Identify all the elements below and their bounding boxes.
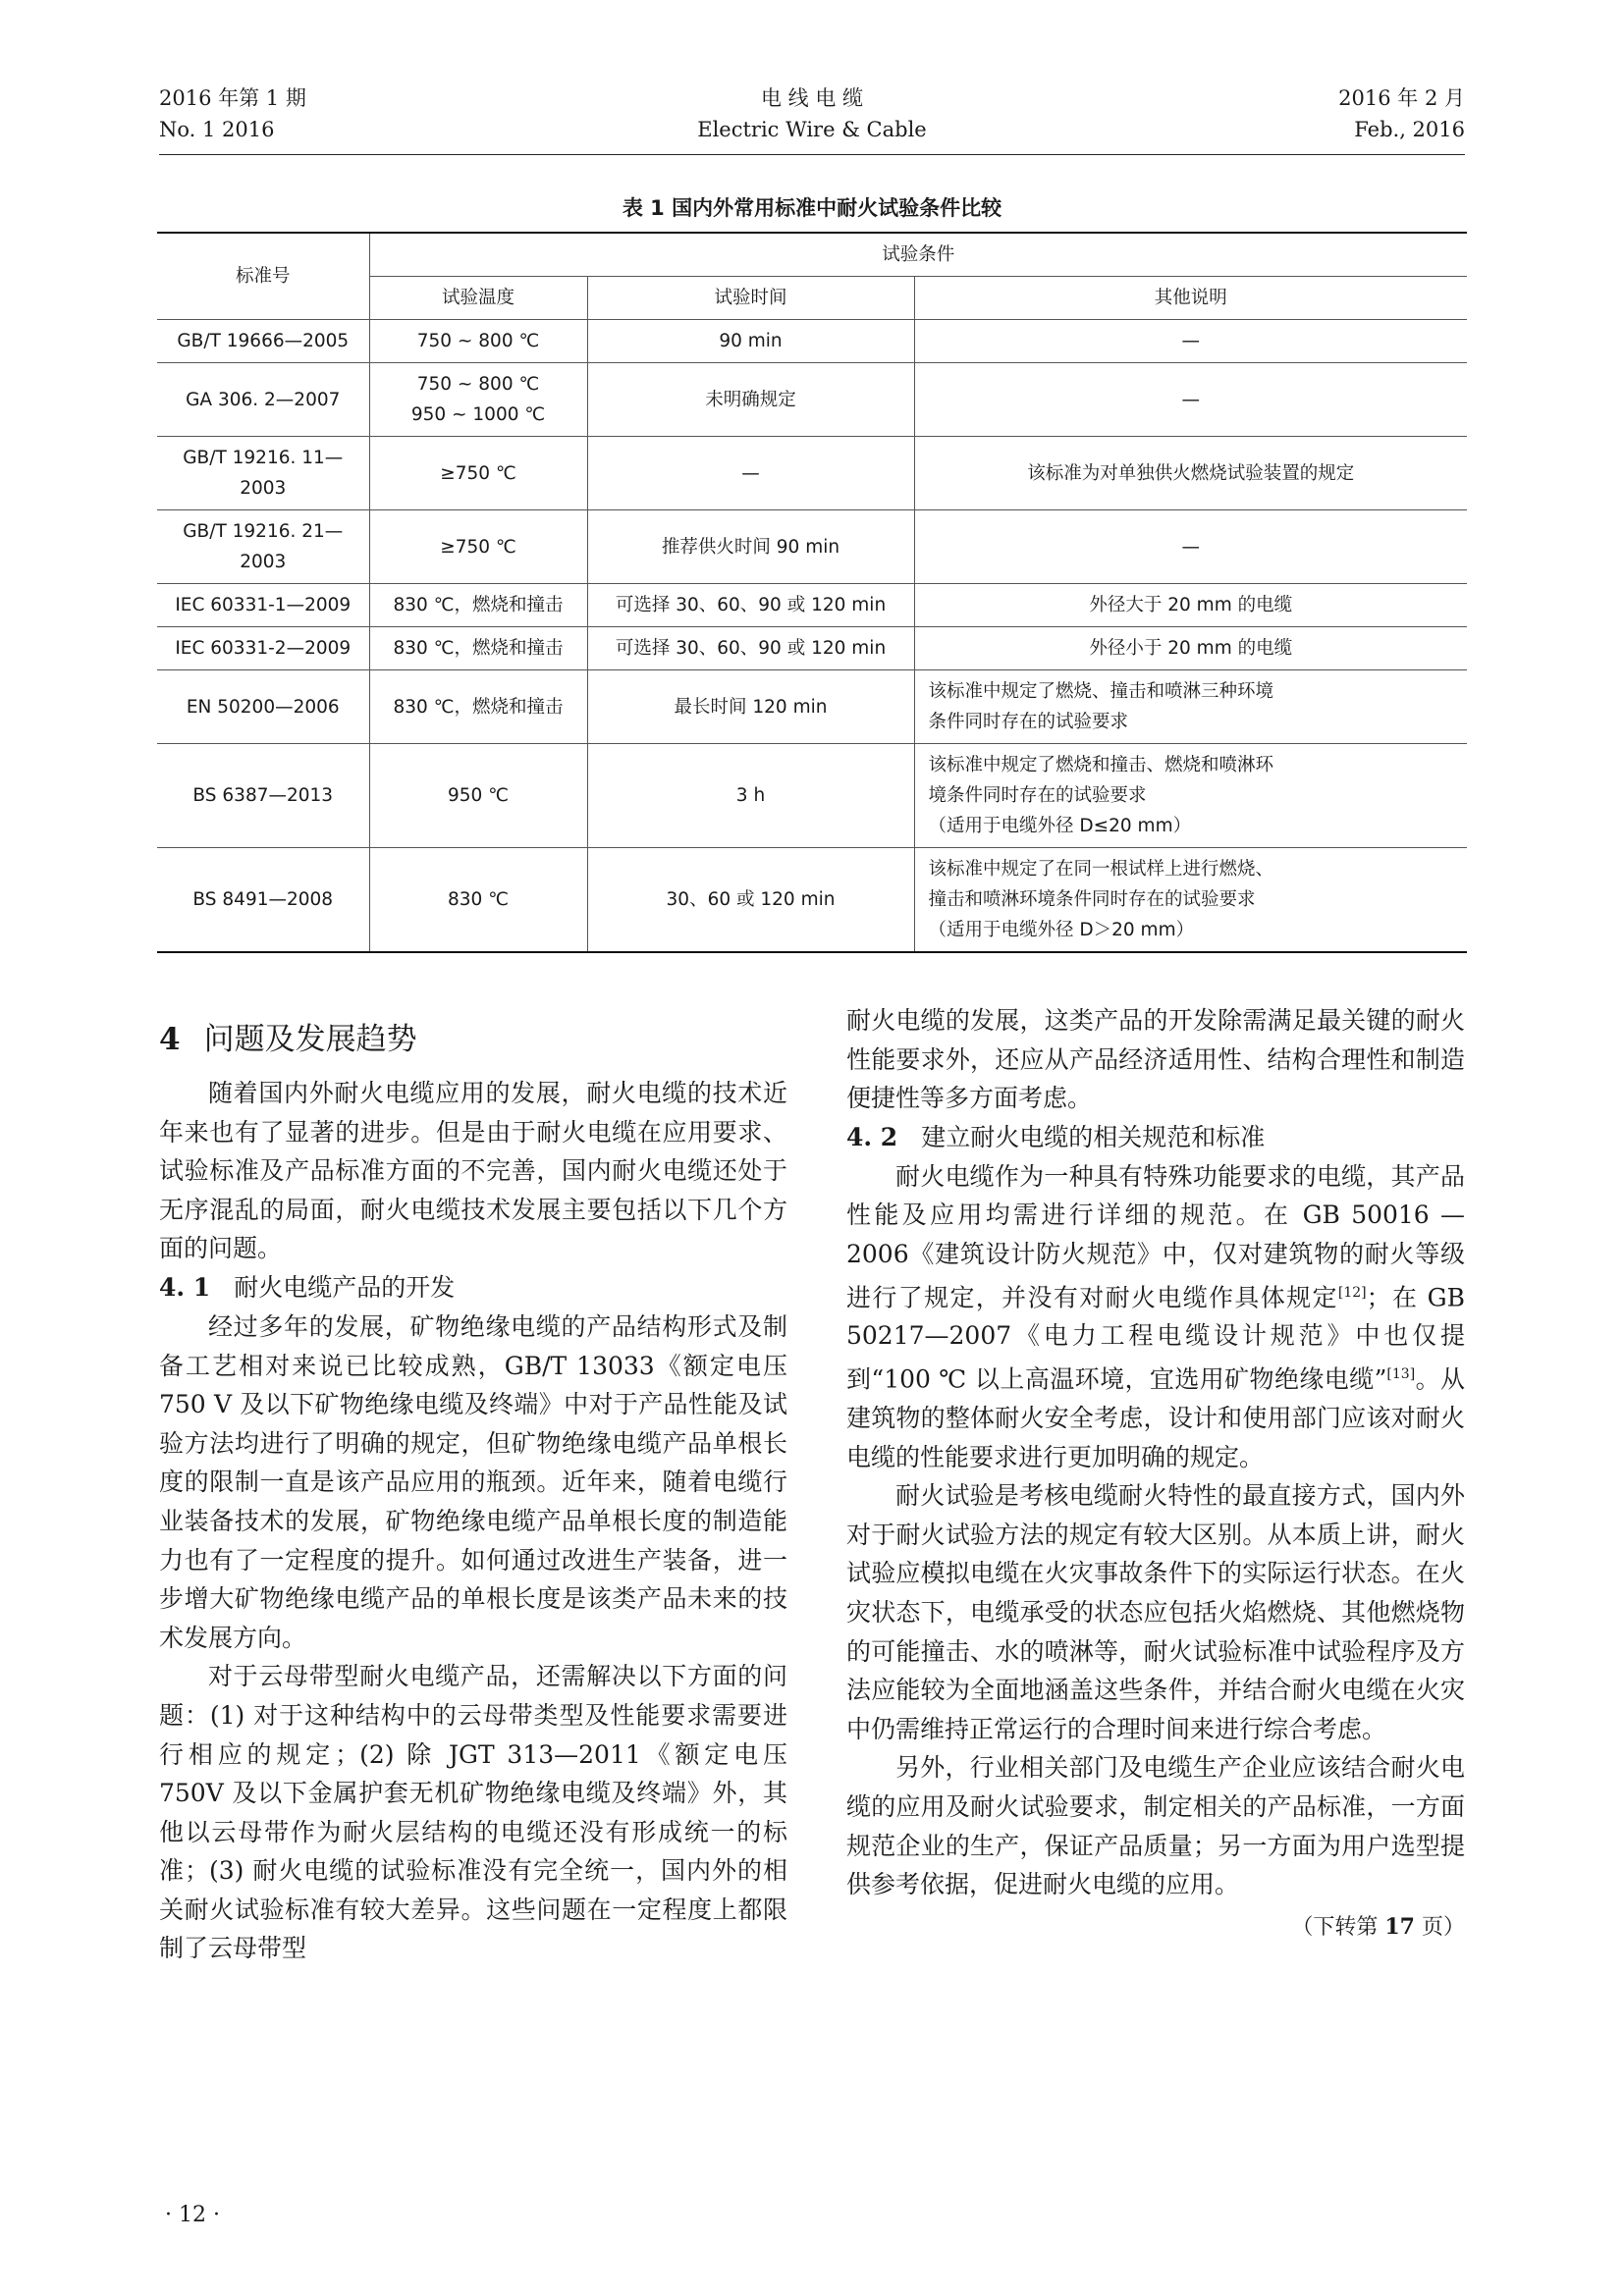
cell-note-line: 境条件同时存在的试验要求	[928, 785, 1147, 806]
cell-note-line: （适用于电缆外径 D＞20 mm）	[928, 920, 1195, 940]
cell-time: 未明确规定	[587, 363, 914, 437]
paragraph-1: 随着国内外耐火电缆应用的发展，耐火电缆的技术近年来也有了显著的进步。但是由于耐火电缆在应用要求、试验标准及产品标准方面的不完善，国内耐火电缆还处于无序混乱的局面，耐火电缆技术发展主要包括以下几个方面的问题。	[159, 1079, 787, 1263]
paragraph-5-part-c: 。从建筑物的整体耐火安全考虑，设计和使用部门应该对耐火电缆的性能要求进行更加明确的规定。	[846, 1364, 1465, 1471]
paragraph-7: 另外，行业相关部门及电缆生产企业应该结合耐火电缆的应用及耐火试验要求，制定相关的产品标准，一方面规范企业的生产，保证产品质量；另一方面为用户选型提供参考依据，促进耐火电缆的应用。	[846, 1753, 1465, 1899]
cell-note-line: 外径小于 20 mm 的电缆	[1089, 638, 1293, 659]
cell-note-line: —	[1181, 331, 1200, 351]
cell-note-line: 外径大于 20 mm 的电缆	[1089, 595, 1293, 615]
cell-note-line: 条件同时存在的试验要求	[928, 712, 1129, 732]
paragraph-4: 耐火电缆的发展，这类产品的开发除需满足最关键的耐火性能要求外，还应从产品经济适用性、结构合理性和制造便捷性等多方面考虑。	[846, 1006, 1465, 1113]
cell-standard: BS 6387—2013	[157, 744, 369, 848]
cell-temperature-line: 830 ℃，燃烧和撞击	[393, 595, 564, 615]
table-head-standard: 标准号	[157, 233, 369, 320]
cell-temperature	[369, 363, 587, 437]
cell-note	[914, 510, 1467, 584]
citation-12: [12]	[1337, 1284, 1367, 1301]
cell-note	[914, 670, 1467, 744]
section-4-heading	[159, 1015, 787, 1064]
cell-temperature	[369, 510, 587, 584]
section-4-title: 问题及发展趋势	[203, 1022, 417, 1057]
header-rule	[159, 154, 1465, 155]
paragraph-2: 经过多年的发展，矿物绝缘电缆的产品结构形式及制备工艺相对来说已比较成熟，GB/T 13033《额定电压 750 V 及以下矿物绝缘电缆及终端》中对于产品性能及试验方法均进行了明确的规定，但矿物绝缘电缆产品单根长度的限制一直是该产品应用的瓶颈。近年来，随着电缆行业装备技术的发展，矿物绝缘电缆产品单根长度的制造能力也有了一定程度的提升。如何通过改进生产装备，进一步增大矿物绝缘电缆产品的单根长度是该类产品未来的技术发展方向。	[159, 1311, 787, 1652]
cell-temperature-line: 830 ℃	[448, 889, 509, 910]
cell-note-line: 撞击和喷淋环境条件同时存在的试验要求	[928, 889, 1256, 910]
cell-temperature	[369, 744, 587, 848]
date-cn: 2016 年 2 月	[1338, 86, 1465, 110]
cell-time: 可选择 30、60、90 或 120 min	[587, 584, 914, 627]
cell-note-line: —	[1181, 536, 1200, 558]
table-row	[157, 320, 1467, 363]
table-caption: 表 1 国内外常用标准中耐火试验条件比较	[622, 196, 1002, 220]
cell-note	[914, 584, 1467, 627]
cell-note-line: 该标准中规定了在同一根试样上进行燃烧、	[928, 859, 1274, 880]
section-4-1-number: 4. 1	[159, 1272, 211, 1302]
header-right	[1338, 82, 1465, 145]
section-4-2-number: 4. 2	[846, 1122, 898, 1151]
cell-temperature-line: 830 ℃，燃烧和撞击	[393, 638, 564, 659]
cell-time: 推荐供火时间 90 min	[587, 510, 914, 584]
table-head-temp: 试验温度	[369, 277, 587, 320]
table-row	[157, 584, 1467, 627]
cell-standard: GB/T 19666—2005	[157, 320, 369, 363]
section-4-2-heading	[846, 1118, 1465, 1157]
table-head-time: 试验时间	[587, 277, 914, 320]
cell-standard: GB/T 19216. 11—2003	[157, 437, 369, 510]
issue-cn: 2016 年第 1 期	[159, 86, 306, 110]
table-row	[157, 744, 1467, 848]
cell-temperature	[369, 584, 587, 627]
cell-temperature	[369, 320, 587, 363]
table-head-conditions: 试验条件	[369, 233, 1467, 277]
paragraph-5	[846, 1157, 1465, 1476]
table-row	[157, 627, 1467, 670]
standards-table	[157, 232, 1467, 953]
table-head-row-1	[157, 233, 1467, 277]
cell-time: 30、60 或 120 min	[587, 848, 914, 953]
cell-note	[914, 320, 1467, 363]
cell-note	[914, 627, 1467, 670]
section-4-2-title: 建立耐火电缆的相关规范和标准	[921, 1122, 1266, 1151]
cell-temperature	[369, 437, 587, 510]
cell-standard: GB/T 19216. 21—2003	[157, 510, 369, 584]
cell-temperature	[369, 670, 587, 744]
table-row	[157, 363, 1467, 437]
cell-temperature-line: ≥750 ℃	[440, 536, 516, 558]
cell-temperature-line: 750 ~ 800 ℃	[416, 331, 540, 351]
continued-page-number: 17	[1384, 1913, 1415, 1940]
cell-standard: EN 50200—2006	[157, 670, 369, 744]
cell-temperature	[369, 848, 587, 953]
table-row	[157, 437, 1467, 510]
cell-note-line: 该标准中规定了燃烧、撞击和喷淋三种环境	[928, 681, 1274, 702]
cell-standard: IEC 60331-1—2009	[157, 584, 369, 627]
cell-time: 90 min	[587, 320, 914, 363]
continued-note-prefix: （下转第	[1291, 1914, 1385, 1940]
issue-en: No. 1 2016	[159, 118, 275, 141]
paragraph-5-part-a: 耐火电缆作为一种具有特殊功能要求的电缆，其产品性能及应用均需进行详细的规范。在 GB 50016 —2006《建筑设计防火规范》中，仅对建筑物的耐火等级进行了规定，并没有对耐火电缆作具体规定	[846, 1161, 1465, 1311]
cell-note-line: （适用于电缆外径 D≤20 mm）	[928, 816, 1192, 836]
section-4-1-heading	[159, 1268, 787, 1308]
table-head-note: 其他说明	[914, 277, 1467, 320]
cell-note-line: 该标准中规定了燃烧和撞击、燃烧和喷淋环	[928, 755, 1274, 775]
cell-note	[914, 848, 1467, 953]
journal-title-cn: 电 线 电 缆	[760, 86, 864, 110]
cell-time: —	[587, 437, 914, 510]
date-en: Feb., 2016	[1354, 118, 1465, 141]
cell-note-line: 该标准为对单独供火燃烧试验装置的规定	[1027, 462, 1355, 484]
cell-standard: IEC 60331-2—2009	[157, 627, 369, 670]
cell-temperature-line: 950 ℃	[448, 785, 509, 806]
cell-note	[914, 744, 1467, 848]
cell-note-line: —	[1181, 389, 1200, 410]
table-row	[157, 510, 1467, 584]
right-column	[846, 1001, 1465, 1947]
cell-temperature-line: ≥750 ℃	[440, 462, 516, 484]
table-row	[157, 848, 1467, 953]
page-number: · 12 ·	[165, 2203, 220, 2227]
cell-time: 可选择 30、60、90 或 120 min	[587, 627, 914, 670]
citation-13: [13]	[1386, 1366, 1416, 1383]
cell-standard: GA 306. 2—2007	[157, 363, 369, 437]
continued-note-suffix: 页）	[1415, 1914, 1465, 1940]
continued-note	[846, 1908, 1465, 1948]
cell-temperature	[369, 627, 587, 670]
cell-time: 最长时间 120 min	[587, 670, 914, 744]
cell-temperature-line: 950 ~ 1000 ℃	[410, 404, 546, 425]
section-4-1-title: 耐火电缆产品的开发	[234, 1272, 456, 1302]
section-4-number: 4	[159, 1022, 181, 1057]
cell-note	[914, 363, 1467, 437]
left-column	[159, 1015, 787, 1968]
cell-time: 3 h	[587, 744, 914, 848]
paragraph-6: 耐火试验是考核电缆耐火特性的最直接方式，国内外对于耐火试验方法的规定有较大区别。从本质上讲，耐火试验应模拟电缆在火灾事故条件下的实际运行状态。在火灾状态下，电缆承受的状态应包括火焰燃烧、其他燃烧物的可能撞击、水的喷淋等，耐火试验标准中试验程序及方法应能较为全面地涵盖这些条件，并结合耐火电缆在火灾中仍需维持正常运行的合理时间来进行综合考虑。	[846, 1481, 1465, 1743]
table-row	[157, 670, 1467, 744]
paragraph-5-part-b: ；在 GB 50217—2007《电力工程电缆设计规范》中也仅提到“100 ℃ 以上高温环境，宜选用矿物绝缘电缆”	[846, 1282, 1465, 1394]
cell-temperature-line: 830 ℃，燃烧和撞击	[393, 696, 564, 718]
cell-temperature-line: 750 ~ 800 ℃	[416, 374, 540, 395]
cell-standard: BS 8491—2008	[157, 848, 369, 953]
cell-note	[914, 437, 1467, 510]
journal-title-en: Electric Wire & Cable	[697, 118, 927, 141]
paragraph-3: 对于云母带型耐火电缆产品，还需解决以下方面的问题：(1) 对于这种结构中的云母带类型及性能要求需要进行相应的规定；(2) 除 JGT 313—2011《额定电压 750V 及以下金属护套无机矿物绝缘电缆及终端》外，其他以云母带作为耐火层结构的电缆还没有形成统一的标准；(3) 耐火电缆的试验标准没有完全统一，国内外的相关耐火试验标准有较大差异。这些问题在一定程度上都限制了云母带型	[159, 1662, 787, 1963]
